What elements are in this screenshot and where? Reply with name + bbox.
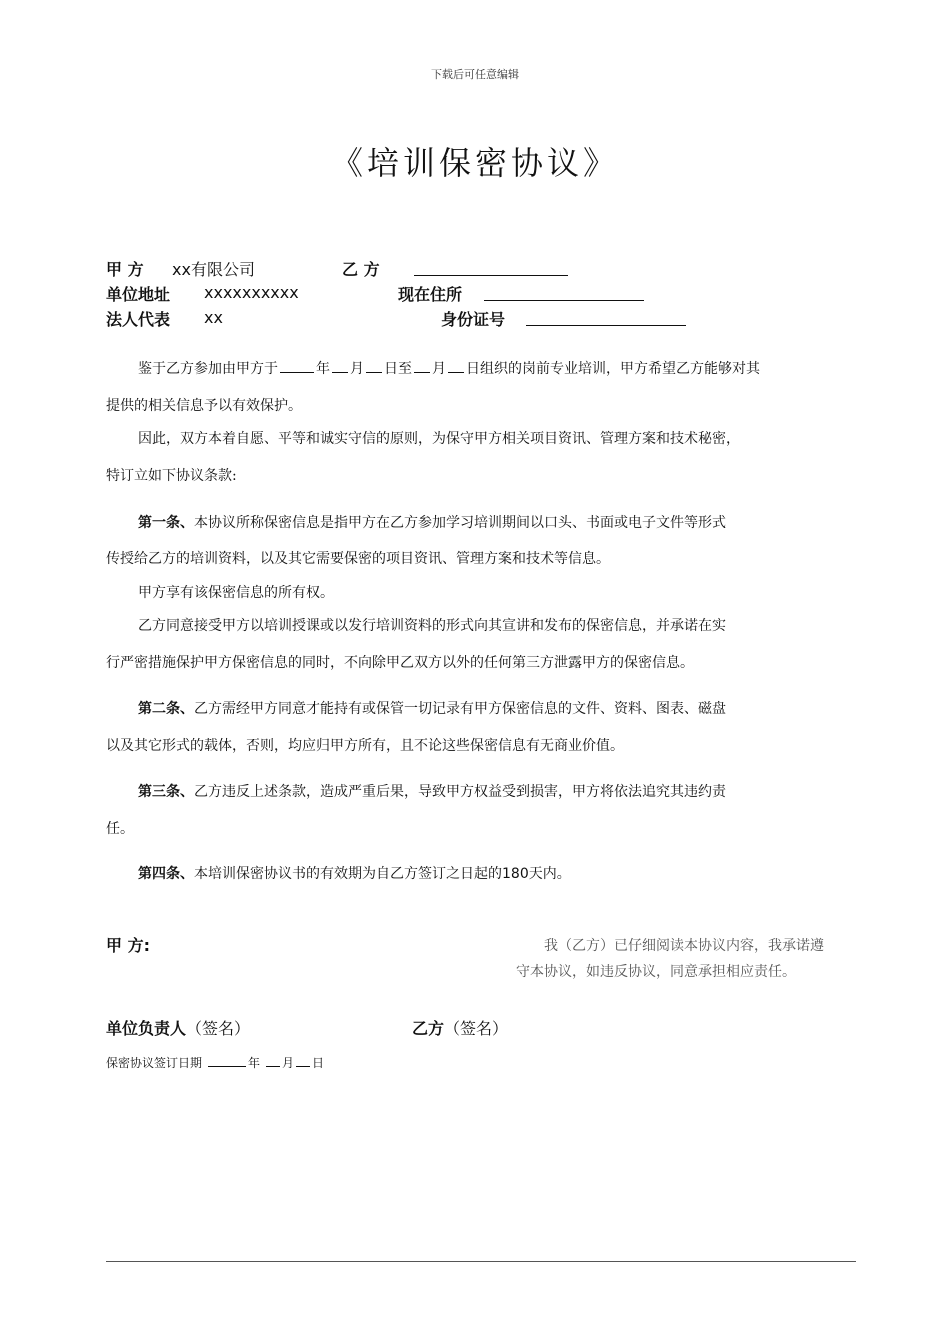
article-1-line-2: 传授给乙方的培训资料，以及其它需要保密的项目资讯、管理方案和技术等信息。	[106, 551, 610, 567]
intro-day1: 日至	[384, 361, 412, 377]
article-1-line-3: 甲方享有该保密信息的所有权。	[138, 585, 334, 601]
article-4-label: 第四条、	[138, 866, 194, 882]
residence-blank[interactable]	[484, 286, 644, 301]
sign-year-blank[interactable]	[208, 1055, 246, 1067]
unit-head-sign-hint: （签名）	[186, 1019, 251, 1038]
article-3-line-1	[138, 782, 726, 802]
article-2-line-1	[138, 699, 726, 719]
article-4-line-1	[138, 864, 571, 884]
day1-blank[interactable]	[366, 358, 382, 373]
address-value: xxxxxxxxxx	[204, 283, 299, 302]
intro-rest: 日组织的岗前专业培训，甲方希望乙方能够对其	[466, 361, 760, 377]
article-4-tail: 天内。	[528, 866, 571, 882]
article-1-line-4: 乙方同意接受甲方以培训授课或以发行培训资料的形式向其宣讲和发布的保密信息，并承诺在实	[138, 618, 726, 634]
page-title: 《培训保密协议》	[330, 144, 619, 182]
id-label: 身份证号	[441, 310, 506, 329]
legal-rep-label: 法人代表	[106, 310, 171, 329]
intro-month2: 月	[432, 361, 446, 377]
sign-date-month: 月	[282, 1056, 295, 1070]
sign-date-label: 保密协议签订日期	[106, 1056, 203, 1070]
address-label: 单位地址	[106, 285, 171, 304]
sign-month-blank[interactable]	[266, 1055, 280, 1067]
intro-p2-line-2: 特订立如下协议条款:	[106, 468, 237, 484]
article-1-text: 本协议所称保密信息是指甲方在乙方参加学习培训期间以口头、书面或电子文件等形式	[194, 515, 726, 531]
sign-party-a: 甲 方:	[106, 936, 150, 955]
legal-rep-value: xx	[204, 308, 223, 327]
footer-divider	[106, 1261, 856, 1262]
party-b-label: 乙 方	[342, 260, 380, 279]
intro-month1: 月	[350, 361, 364, 377]
header-note: 下载后可任意编辑	[431, 68, 519, 81]
month2-blank[interactable]	[414, 358, 430, 373]
party-b-sign-hint: （签名）	[444, 1019, 509, 1038]
article-3-line-2: 任。	[106, 821, 134, 837]
day2-blank[interactable]	[448, 358, 464, 373]
article-1-label: 第一条、	[138, 515, 194, 531]
intro-year: 年	[316, 361, 330, 377]
article-2-label: 第二条、	[138, 701, 194, 717]
article-3-label: 第三条、	[138, 784, 194, 800]
article-3-text: 乙方违反上述条款，造成严重后果，导致甲方权益受到损害，甲方将依法追究其违约责	[194, 784, 726, 800]
party-a-label: 甲 方	[106, 260, 144, 279]
article-4-days: 180	[502, 866, 529, 882]
party-a-value: xx有限公司	[172, 260, 255, 279]
article-2-text: 乙方需经甲方同意才能持有或保管一切记录有甲方保密信息的文件、资料、图表、磁盘	[194, 701, 726, 717]
intro-line-1	[138, 358, 760, 379]
unit-head-label: 单位负责人	[106, 1019, 187, 1038]
party-b-sign[interactable]	[412, 1016, 508, 1039]
article-1-line-1	[138, 513, 726, 533]
intro-line-2: 提供的相关信息予以有效保护。	[106, 398, 302, 414]
id-blank[interactable]	[526, 311, 686, 326]
party-b-sign-label: 乙方	[412, 1019, 445, 1038]
month1-blank[interactable]	[332, 358, 348, 373]
article-4-text: 本培训保密协议书的有效期为自乙方签订之日起的	[194, 866, 502, 882]
intro-p2-line-1: 因此，双方本着自愿、平等和诚实守信的原则，为保守甲方相关项目资讯、管理方案和技术秘密，	[138, 431, 740, 447]
sign-date-line	[106, 1054, 324, 1071]
sign-date-year: 年	[248, 1056, 261, 1070]
article-2-line-2: 以及其它形式的载体，否则，均应归甲方所有，且不论这些保密信息有无商业价值。	[106, 738, 624, 754]
residence-label: 现在住所	[398, 285, 463, 304]
article-1-line-5: 行严密措施保护甲方保密信息的同时，不向除甲乙双方以外的任何第三方泄露甲方的保密信息。	[106, 655, 694, 671]
sign-date-day: 日	[312, 1056, 325, 1070]
year-blank[interactable]	[280, 358, 314, 373]
unit-head-sign[interactable]	[106, 1016, 250, 1039]
party-b-blank[interactable]	[414, 261, 568, 276]
party-b-acknowledgement: 我（乙方）已仔细阅读本协议内容，我承诺遵守本协议，如违反协议，同意承担相应责任。	[516, 938, 824, 980]
sign-day-blank[interactable]	[296, 1055, 310, 1067]
intro-text-a: 鉴于乙方参加由甲方于	[138, 361, 278, 377]
